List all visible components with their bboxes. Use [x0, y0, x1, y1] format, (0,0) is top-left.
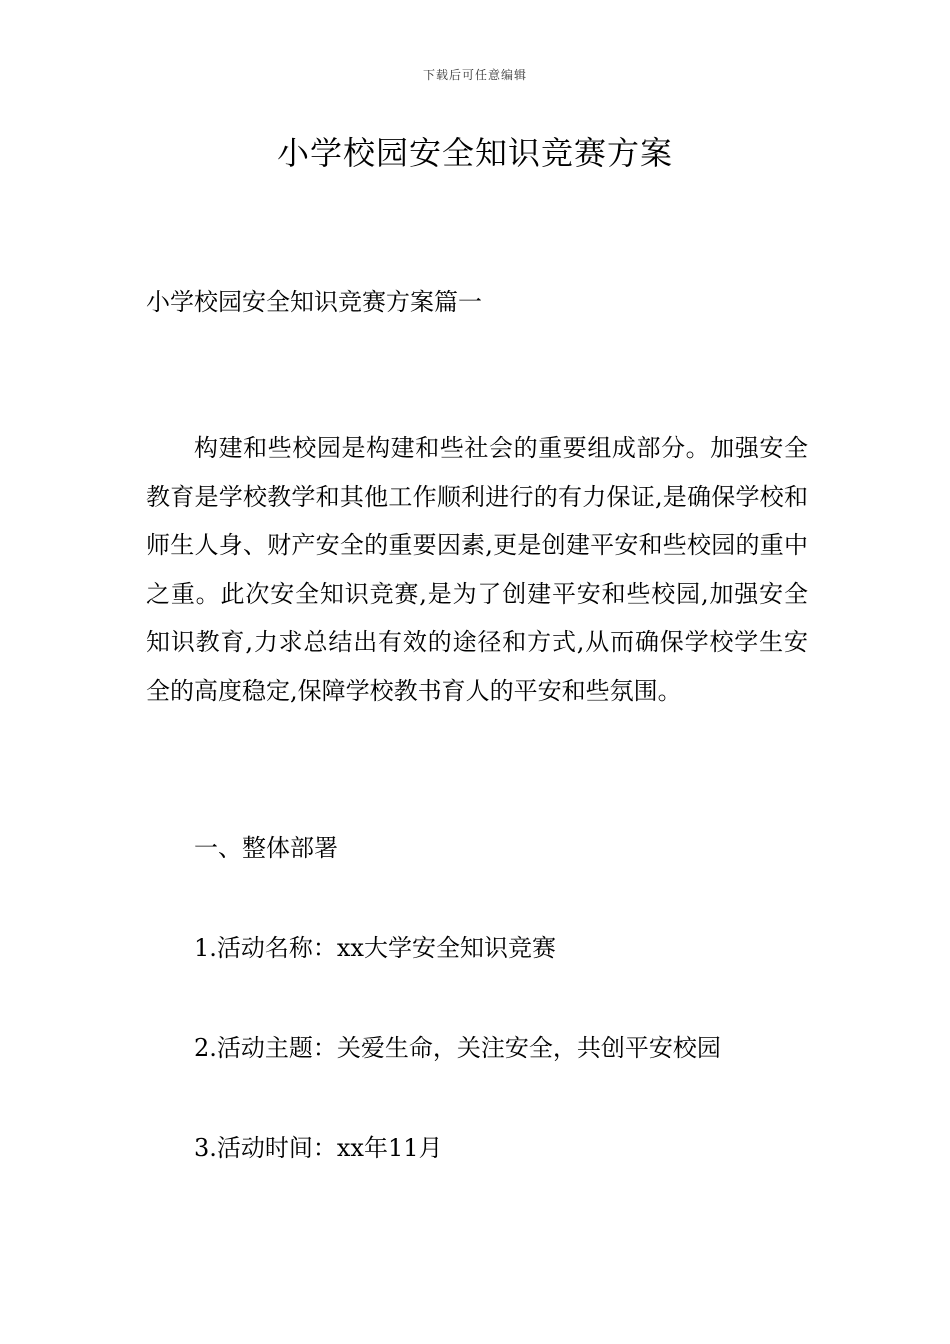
intro-paragraph: 构建和些校园是构建和些社会的重要组成部分。加强安全教育是学校教学和其他工作顺利进行的有力保证,是确保学校和师生人身、财产安全的重要因素,更是创建平安和些校园的重中之重。此次安全知识竞赛,是为了创建平安和些校园,加强安全知识教育,力求总结出有效的途径和方式,从而确保学校学生安全的高度稳定,保障学校教书育人的平安和些氛围。 [146, 434, 808, 705]
list-item-activity-time: 3.活动时间：xx年11月 [194, 1134, 443, 1162]
header-note: 下载后可任意编辑 [422, 68, 527, 82]
list-item-activity-theme: 2.活动主题：关爱生命，关注安全，共创平安校园 [194, 1034, 721, 1062]
document-title: 小学校园安全知识竞赛方案 [276, 134, 673, 172]
heading-overall-deployment: 一、整体部署 [194, 834, 338, 862]
section-title: 小学校园安全知识竞赛方案篇一 [146, 288, 482, 316]
list-item-activity-name: 1.活动名称：xx大学安全知识竞赛 [194, 934, 556, 962]
